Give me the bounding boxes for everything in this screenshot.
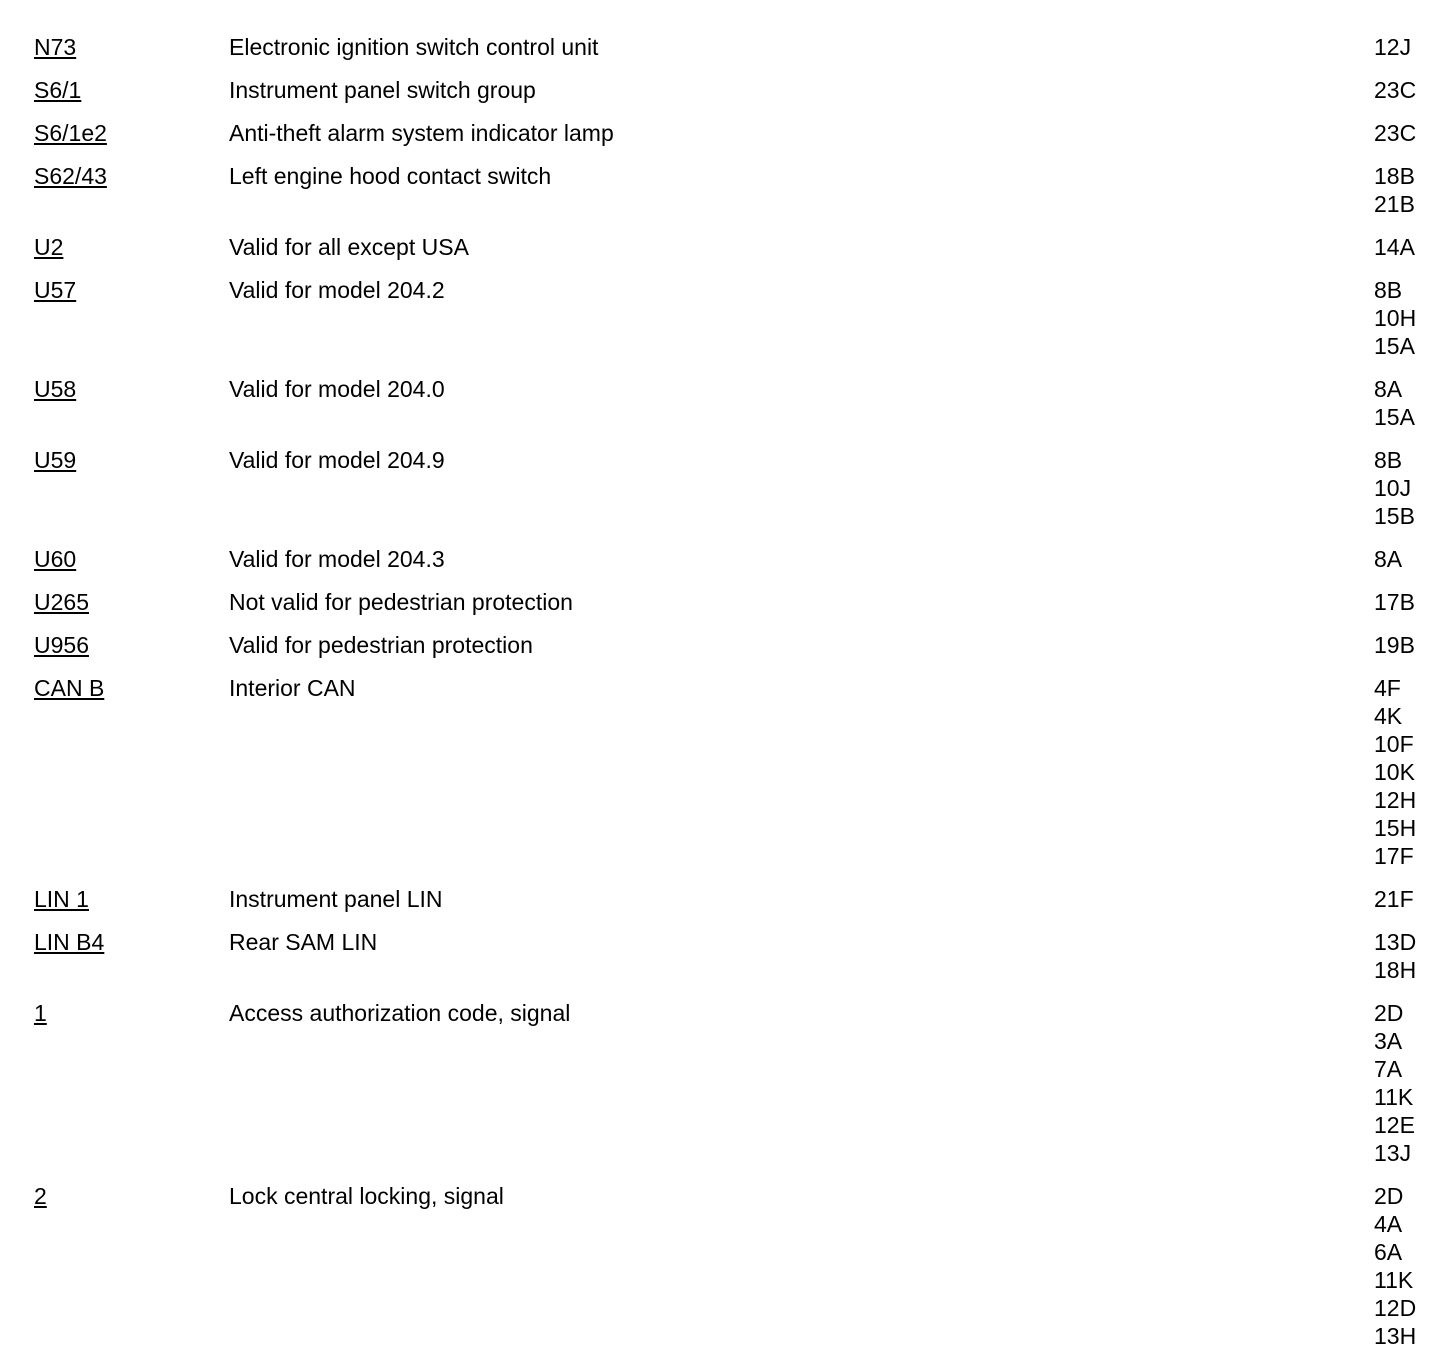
legend-code-link[interactable]: U2 (34, 234, 64, 260)
grid-reference: 8B (1374, 447, 1403, 473)
legend-code-link[interactable]: 2 (34, 1183, 47, 1209)
legend-description: Valid for all except USA (229, 234, 469, 260)
legend-description: Lock central locking, signal (229, 1183, 504, 1209)
legend-grid-refs (1374, 999, 1444, 1167)
grid-reference: 21B (1374, 191, 1415, 217)
legend-grid-refs (1374, 674, 1444, 870)
legend-grid-refs (1374, 375, 1444, 431)
grid-reference: 2D (1374, 1183, 1404, 1209)
legend-description: Left engine hood contact switch (229, 163, 552, 189)
legend-description: Valid for model 204.9 (229, 447, 445, 473)
legend-code-link[interactable]: U59 (34, 447, 77, 473)
grid-reference: 17F (1374, 843, 1414, 869)
legend-code-link[interactable]: 1 (34, 1000, 47, 1026)
grid-reference: 8B (1374, 277, 1403, 303)
legend-description: Interior CAN (229, 675, 356, 701)
grid-reference: 13J (1374, 1140, 1412, 1166)
grid-reference: 21F (1374, 886, 1414, 912)
grid-reference: 18B (1374, 163, 1415, 189)
grid-reference: 11K (1374, 1267, 1414, 1293)
legend-description: Anti-theft alarm system indicator lamp (229, 120, 614, 146)
legend-code-link[interactable]: CAN B (34, 675, 105, 701)
legend-description: Instrument panel LIN (229, 886, 443, 912)
legend-description: Electronic ignition switch control unit (229, 34, 599, 60)
grid-reference: 13H (1374, 1323, 1417, 1349)
grid-reference: 12H (1374, 787, 1417, 813)
legend-code-link[interactable]: U60 (34, 546, 77, 572)
grid-reference: 3A (1374, 1028, 1403, 1054)
grid-reference: 13D (1374, 929, 1417, 955)
legend-code-link[interactable]: LIN B4 (34, 929, 105, 955)
legend-grid-refs (1374, 162, 1444, 218)
grid-reference: 4F (1374, 675, 1401, 701)
grid-reference: 10J (1374, 475, 1412, 501)
legend-grid-refs (1374, 545, 1444, 573)
grid-reference: 15A (1374, 404, 1415, 430)
grid-reference: 12E (1374, 1112, 1415, 1138)
legend-grid-refs (1374, 588, 1444, 616)
grid-reference: 23C (1374, 120, 1417, 146)
grid-reference: 10K (1374, 759, 1415, 785)
legend-grid-refs (1374, 1182, 1444, 1350)
legend-grid-refs (1374, 33, 1444, 61)
grid-reference: 11K (1374, 1084, 1414, 1110)
grid-reference: 7A (1374, 1056, 1403, 1082)
grid-reference: 15B (1374, 503, 1415, 529)
legend-code-link[interactable]: N73 (34, 34, 77, 60)
legend-code-link[interactable]: U57 (34, 277, 77, 303)
legend-grid-refs (1374, 76, 1444, 104)
legend-grid-refs (1374, 446, 1444, 530)
grid-reference: 12J (1374, 34, 1412, 60)
legend-description: Not valid for pedestrian protection (229, 589, 573, 615)
grid-reference: 15H (1374, 815, 1417, 841)
legend-code-link[interactable]: S6/1 (34, 77, 82, 103)
grid-reference: 4K (1374, 703, 1403, 729)
grid-reference: 18H (1374, 957, 1417, 983)
legend-code-link[interactable]: S62/43 (34, 163, 107, 189)
legend-code-link[interactable]: S6/1e2 (34, 120, 107, 146)
legend-code-link[interactable]: U265 (34, 589, 89, 615)
legend-description: Access authorization code, signal (229, 1000, 571, 1026)
legend-grid-refs (1374, 885, 1444, 913)
grid-reference: 14A (1374, 234, 1415, 260)
legend-grid-refs (1374, 928, 1444, 984)
legend-description: Valid for model 204.2 (229, 277, 445, 303)
grid-reference: 15A (1374, 333, 1415, 359)
grid-reference: 17B (1374, 589, 1415, 615)
grid-reference: 10H (1374, 305, 1417, 331)
grid-reference: 8A (1374, 376, 1403, 402)
grid-reference: 10F (1374, 731, 1414, 757)
legend-grid-refs (1374, 119, 1444, 147)
grid-reference: 23C (1374, 77, 1417, 103)
legend-description: Valid for pedestrian protection (229, 632, 533, 658)
grid-reference: 4A (1374, 1211, 1403, 1237)
legend-description: Rear SAM LIN (229, 929, 378, 955)
grid-reference: 19B (1374, 632, 1415, 658)
legend-code-link[interactable]: U956 (34, 632, 89, 658)
grid-reference: 8A (1374, 546, 1403, 572)
legend-description: Valid for model 204.3 (229, 546, 445, 572)
legend-grid-refs (1374, 276, 1444, 360)
legend-description: Valid for model 204.0 (229, 376, 445, 402)
grid-reference: 6A (1374, 1239, 1403, 1265)
legend-grid-refs (1374, 233, 1444, 261)
legend-grid-refs (1374, 631, 1444, 659)
legend-code-link[interactable]: LIN 1 (34, 886, 89, 912)
grid-reference: 2D (1374, 1000, 1404, 1026)
legend-description: Instrument panel switch group (229, 77, 536, 103)
legend-code-link[interactable]: U58 (34, 376, 77, 402)
grid-reference: 12D (1374, 1295, 1417, 1321)
